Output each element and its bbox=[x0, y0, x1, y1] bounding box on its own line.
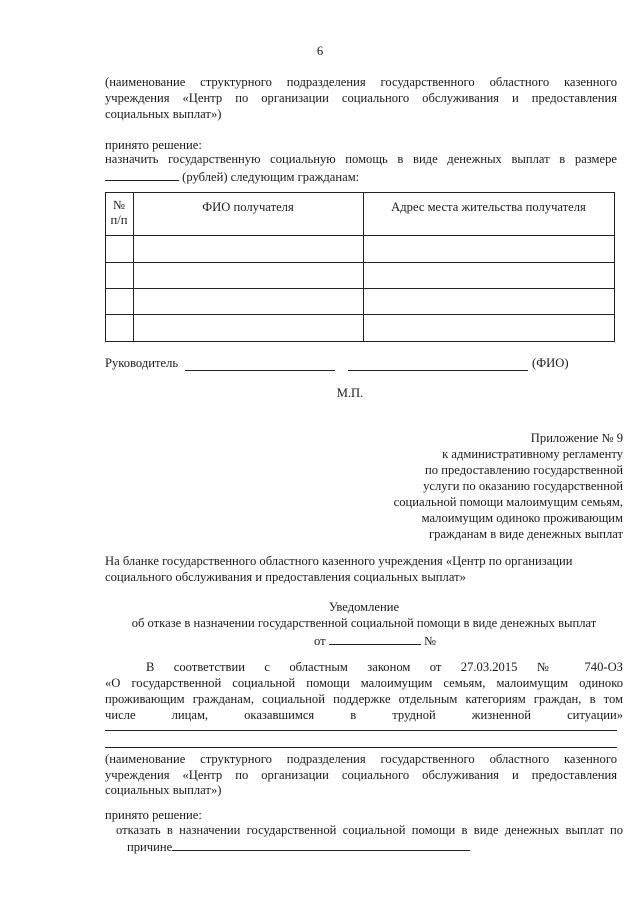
page-number: 6 bbox=[316, 44, 324, 58]
structural-unit-line-1: (наименование структурного подразделения государственного областного казенного bbox=[105, 752, 617, 766]
reason-label: причине bbox=[127, 840, 173, 854]
header-number: № п/п bbox=[110, 198, 128, 227]
table-row bbox=[105, 262, 615, 288]
recipients-table bbox=[105, 192, 615, 342]
letterhead-line-1: На бланке государственного областного казенного учреждения «Центр по организации bbox=[105, 554, 573, 568]
table-row bbox=[105, 235, 615, 262]
appendix-line: по предоставлению государственной bbox=[425, 463, 623, 477]
decision-text-line-1: назначить государственную социальную помощь в виде денежных выплат в размере bbox=[105, 152, 617, 166]
decision-text-line-2-label: (рублей) следующим гражданам: bbox=[182, 170, 360, 184]
fio-line[interactable] bbox=[348, 370, 528, 371]
appendix-line: гражданам в виде денежных выплат bbox=[429, 527, 623, 541]
header-fio: ФИО получателя bbox=[202, 200, 294, 214]
fio-label: (ФИО) bbox=[532, 356, 569, 370]
decision-text-line-2 bbox=[105, 168, 359, 185]
number-label: № bbox=[423, 634, 436, 648]
from-label: от bbox=[314, 634, 326, 648]
body-line-3: проживающим гражданам, социальной поддержке отдельным категориям граждан, в том bbox=[105, 692, 623, 706]
body-line-1: В соответствии с областным законом от 27.03.2015 № 740-ОЗ bbox=[146, 660, 623, 674]
notice-date-line bbox=[314, 632, 436, 649]
structural-unit-line-2: учреждения «Центр по организации социального обслуживания и предоставления bbox=[105, 91, 617, 105]
appendix-title: Приложение № 9 bbox=[530, 431, 623, 445]
notice-subtitle: об отказе в назначении государственной социальной помощи в виде денежных выплат bbox=[131, 616, 597, 630]
signature-label: Руководитель bbox=[105, 356, 179, 370]
appendix-line: социальной помощи малоимущим семьям, bbox=[393, 495, 623, 509]
table-row bbox=[105, 314, 615, 341]
body-line-2: «О государственной социальной помощи малоимущим семьям, малоимущим одиноко bbox=[105, 676, 623, 690]
appendix-line: услуги по оказанию государственной bbox=[423, 479, 623, 493]
appendix-line: к административному регламенту bbox=[442, 447, 623, 461]
structural-unit-line-2: учреждения «Центр по организации социального обслуживания и предоставления bbox=[105, 768, 617, 782]
appendix-line: малоимущим одиноко проживающим bbox=[421, 511, 623, 525]
date-blank[interactable] bbox=[329, 632, 421, 645]
structural-unit-line-3: социальных выплат») bbox=[105, 783, 222, 797]
signature-line[interactable] bbox=[185, 370, 335, 371]
fill-line[interactable] bbox=[105, 730, 617, 731]
reason-line bbox=[127, 838, 470, 855]
structural-unit-line-3: социальных выплат») bbox=[105, 107, 222, 121]
decision-label: принято решение: bbox=[105, 808, 202, 822]
header-address: Адрес места жительства получателя bbox=[391, 200, 586, 214]
stamp-label: М.П. bbox=[336, 386, 364, 400]
table-row bbox=[105, 288, 615, 314]
amount-blank[interactable] bbox=[105, 168, 179, 181]
reason-blank[interactable] bbox=[172, 838, 470, 851]
structural-unit-line-1: (наименование структурного подразделения государственного областного казенного bbox=[105, 75, 617, 89]
fill-line[interactable] bbox=[105, 747, 617, 748]
letterhead-line-2: социального обслуживания и предоставления социальных выплат» bbox=[105, 570, 466, 584]
notice-title: Уведомление bbox=[328, 600, 400, 614]
refuse-text: отказать в назначении государственной социальной помощи в виде денежных выплат по bbox=[116, 823, 623, 837]
decision-label: принято решение: bbox=[105, 138, 202, 152]
body-line-4: числе лицам, оказавшимся в трудной жизненной ситуации» bbox=[105, 708, 623, 722]
